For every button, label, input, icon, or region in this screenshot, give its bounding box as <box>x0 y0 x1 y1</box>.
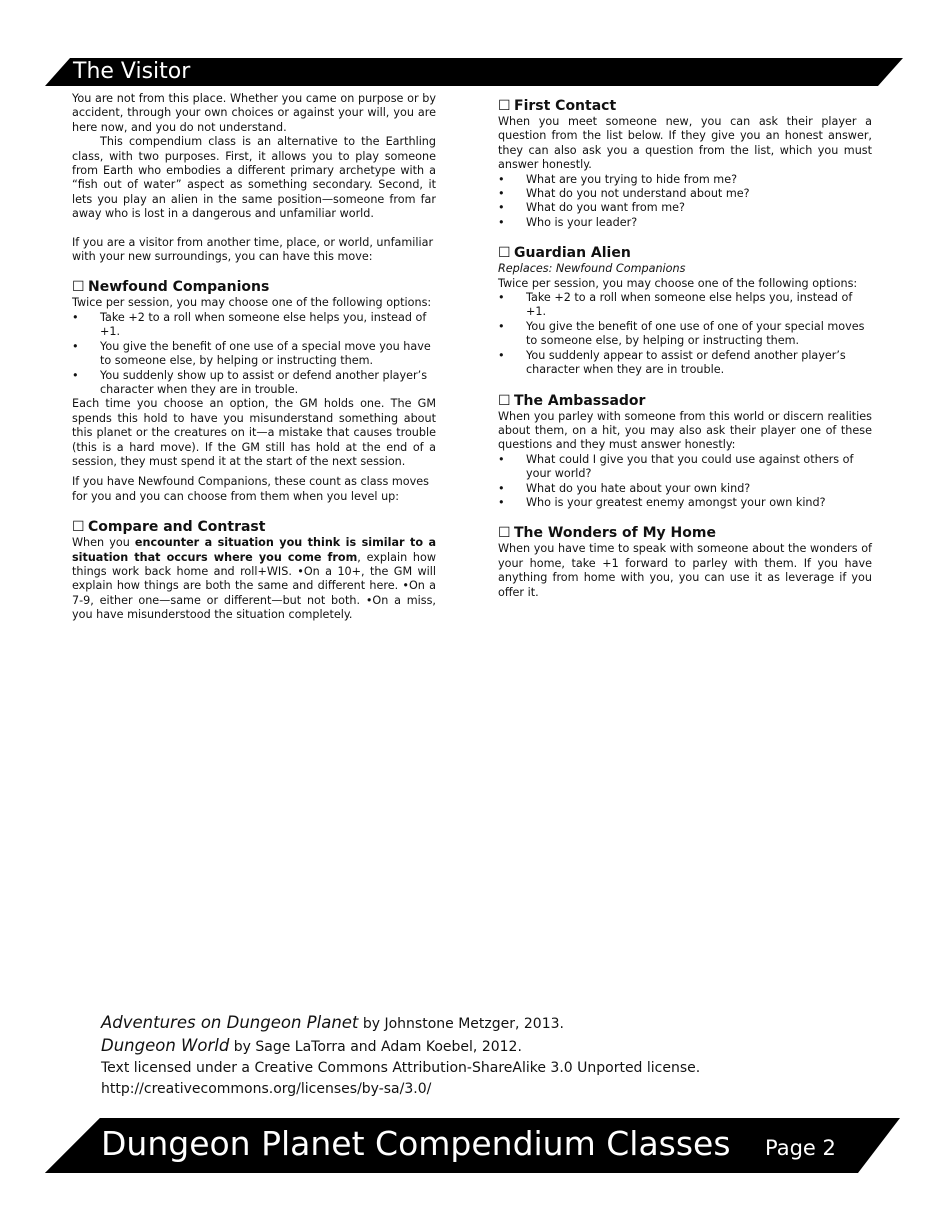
bullet-icon: • <box>498 187 505 201</box>
move-text: When you have time to speak with someone about the wonders of your home, take +1 forward to parley with them. If you have anything from home with you, you can use it as leverage if you offer it. <box>498 542 872 599</box>
bullet-icon: • <box>72 310 79 324</box>
list-item: • Who is your greatest enemy amongst your own kind? <box>498 495 826 509</box>
bullet-icon: • <box>498 495 505 509</box>
intro-paragraph: This compendium class is an alternative to the Earthling class, with two purposes. First, it allows you to play someone from Earth who embodies a different primary archetype with a “fish out of water” aspect as something secondary. Second, it lets you play an alien in the same position—someone from far away who is lost in a dangerous and unfamiliar world. <box>72 135 436 221</box>
move-note: If you have Newfound Companions, these count as class moves for you and you can choose from them when you level up: <box>72 475 429 503</box>
list-item: • What are you trying to hide from me? <box>498 172 738 186</box>
move-heading-wonders-of-my-home: ☐ The Wonders of My Home <box>498 525 716 542</box>
bullet-icon: • <box>72 368 79 382</box>
list-item: • You give the benefit of one use of a special move you have to someone else, by helping or instructing them. <box>72 339 431 368</box>
move-lead: When you meet someone new, you can ask their player a question from the list below. If they give you an honest answer, they can also ask you a question from the list, which you must answer honestly. <box>498 115 872 172</box>
move-text: When you encounter a situation you think is similar to a situation that occurs where you come from, explain how things work back home and roll+WIS. •On a 10+, the GM will explain how things are both the same and different here. •On a 7-9, either one—same or different—but not both. •On a miss, you have misunderstood the situation completely. <box>72 536 437 622</box>
list-item: • What could I give you that you could use against others of your world? <box>498 452 854 481</box>
bullet-icon: • <box>498 172 505 186</box>
bullet-icon: • <box>72 339 79 353</box>
list-item: • Who is your leader? <box>498 215 638 229</box>
license-text: Text licensed under a Creative Commons Attribution-ShareAlike 3.0 Unported license. <box>101 1060 701 1076</box>
bullet-icon: • <box>498 319 505 333</box>
credit-line: Adventures on Dungeon Planet by Johnstone Metzger, 2013. <box>101 1013 564 1032</box>
bullet-icon: • <box>498 201 505 215</box>
checkbox-icon[interactable]: ☐ <box>498 525 511 542</box>
list-item: • Take +2 to a roll when someone else helps you, instead of +1. <box>72 310 427 339</box>
credit-line: Dungeon World by Sage LaTorra and Adam Koebel, 2012. <box>101 1036 522 1055</box>
bullet-icon: • <box>498 452 505 466</box>
options-list <box>498 291 872 377</box>
move-heading-the-ambassador: ☐ The Ambassador <box>498 392 646 409</box>
bullet-icon: • <box>498 291 505 305</box>
credit-work-title: Adventures on Dungeon Planet <box>101 1013 359 1032</box>
checkbox-icon[interactable]: ☐ <box>498 392 511 409</box>
questions-list <box>498 173 872 231</box>
checkbox-icon[interactable]: ☐ <box>72 279 85 296</box>
list-item: • What do you hate about your own kind? <box>498 481 751 495</box>
footer-credits <box>101 1012 700 1100</box>
replaces-note: Replaces: Newfound Companions <box>498 262 686 276</box>
page-number: Page 2 <box>765 1136 836 1160</box>
move-lead: Twice per session, you may choose one of the following options: <box>72 296 432 310</box>
bullet-icon: • <box>498 481 505 495</box>
book-title: Dungeon Planet Compendium Classes <box>101 1124 731 1163</box>
list-item: • You give the benefit of one use of one of your special moves to someone else, by helping or instructing them. <box>498 319 865 348</box>
left-column <box>72 92 436 623</box>
move-heading-newfound-companions: ☐ Newfound Companions <box>72 279 270 296</box>
checkbox-icon[interactable]: ☐ <box>498 98 511 114</box>
right-column <box>498 97 872 600</box>
license-url[interactable]: http://creativecommons.org/licenses/by-sa/3.0/ <box>101 1081 432 1097</box>
checkbox-icon[interactable]: ☐ <box>72 519 85 536</box>
title-banner <box>0 0 950 100</box>
move-heading-compare-and-contrast: ☐ Compare and Contrast <box>72 519 266 536</box>
bullet-icon: • <box>498 348 505 362</box>
checkbox-icon[interactable]: ☐ <box>498 245 511 262</box>
intro-paragraph: If you are a visitor from another time, place, or world, unfamiliar with your new surroundings, you can have this move: <box>72 235 434 264</box>
credit-work-title: Dungeon World <box>101 1036 230 1055</box>
move-trigger: encounter a situation you think is similar to a situation that occurs where you come from <box>72 536 437 564</box>
options-list <box>72 311 436 397</box>
list-item: • What do you not understand about me? <box>498 187 750 201</box>
questions-list <box>498 453 872 511</box>
list-item: • What do you want from me? <box>498 201 685 215</box>
list-item: • Take +2 to a roll when someone else helps you, instead of +1. <box>498 291 853 319</box>
move-lead: Twice per session, you may choose one of the following options: <box>498 276 858 290</box>
move-heading-first-contact: ☐ First Contact <box>498 98 617 114</box>
move-heading-guardian-alien: ☐ Guardian Alien <box>498 245 631 262</box>
page-title: The Visitor <box>73 59 191 84</box>
bullet-icon: • <box>498 215 505 229</box>
list-item: • You suddenly show up to assist or defend another player’s character when they are in trouble. <box>72 368 428 396</box>
intro-paragraph: You are not from this place. Whether you came on purpose or by accident, through your own choices or against your will, you are here now, and you do not understand. <box>72 92 436 134</box>
move-lead: When you parley with someone from this world or discern realities about them, on a hit, you may also ask their player one of these questions and they must answer honestly: <box>498 409 872 452</box>
list-item: • You suddenly appear to assist or defend another player’s character when they are in trouble. <box>498 348 846 377</box>
move-text: Each time you choose an option, the GM holds one. The GM spends this hold to have you misunderstand something about this planet or the creatures on it—a mistake that causes trouble (this is a hard move). If the GM still has hold at the end of a session, they must spend it at the start of the next session. <box>72 397 436 468</box>
